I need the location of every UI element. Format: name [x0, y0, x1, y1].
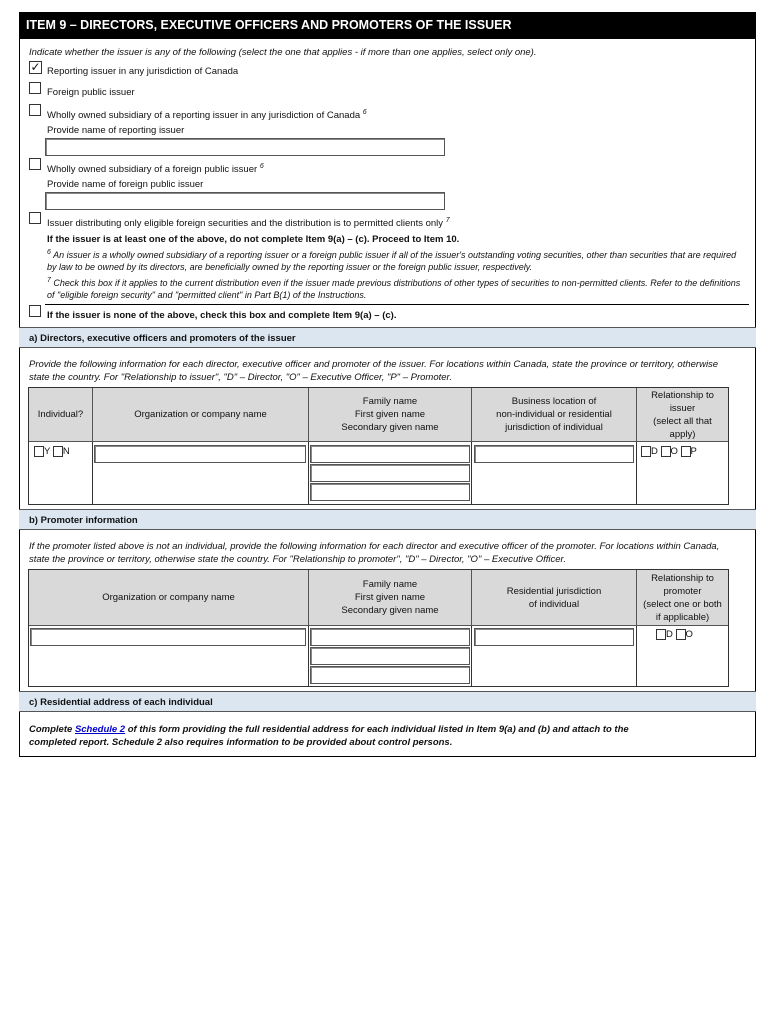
none-checkbox[interactable] — [29, 305, 41, 317]
relationship-checkboxes — [641, 446, 697, 457]
section-a-instructions: Provide the following information for each director, executive officer and promoter of the issuer. For locations within Canada, state the province or territory, otherwise state the country. For "Relationship to issuer", "D" – Director, "O" – Executive Officer, "P" – Promoter. — [29, 359, 719, 383]
option-label: Wholly owned subsidiary of a reporting issuer in any jurisdiction of Canada $^6$ — [47, 109, 367, 122]
intro-text: Indicate whether the issuer is any of the following (select the one that applies - if more than one applies, select only one). — [29, 47, 537, 58]
column-divider — [636, 626, 637, 686]
director-checkbox[interactable] — [656, 629, 666, 640]
option-label: Wholly owned subsidiary of a foreign public issuer $^6$ — [47, 163, 264, 176]
section-c-header: c) Residential address of each individual — [19, 691, 756, 712]
yes-label: Y — [44, 446, 51, 458]
option-label: Issuer distributing only eligible foreign securities and the distribution is to permitted clients only $^7$ — [47, 217, 450, 230]
column-header: Individual? — [29, 388, 93, 441]
column-header: Relationship to issuer (select all that apply) — [637, 388, 728, 441]
promoter-label: P — [690, 446, 697, 458]
column-header: Family name First given name Secondary given name — [309, 388, 472, 441]
schedule-2-link[interactable]: Schedule 2 — [74, 724, 126, 735]
column-divider — [308, 442, 309, 504]
section-b-instructions: If the promoter listed above is not an individual, provide the following information for each director and executive officer of the promoter. For locations within Canada, state the province or territory, otherwise state the country. For "Relationship to promoter", "D" – Director, "O" – Executive Officer. — [29, 541, 720, 565]
column-header: Organization or company name — [93, 388, 309, 441]
individual-no-checkbox[interactable] — [53, 446, 63, 457]
option-checkbox-subsidiary-reporting[interactable] — [29, 104, 41, 116]
family-name-input[interactable] — [310, 445, 470, 463]
foreign-issuer-name-input[interactable] — [45, 192, 445, 210]
column-divider — [471, 626, 472, 686]
secondary-given-name-input[interactable] — [310, 483, 470, 501]
individual-yes-checkbox[interactable] — [34, 446, 44, 457]
first-given-name-input[interactable] — [310, 464, 470, 482]
column-header: Residential jurisdiction of individual — [472, 570, 637, 625]
column-divider — [636, 442, 637, 504]
promoter-table — [28, 569, 729, 687]
section-c-text: Complete Schedule 2 of this form providing the full residential address for each individual listed in Item 9(a) and (b) and attach to the completed report. Schedule 2 also requires information to be provided about control persons. — [29, 724, 629, 748]
secondary-given-name-input[interactable] — [310, 666, 470, 684]
option-checkbox-eligible-foreign[interactable] — [29, 212, 41, 224]
table-header-row — [29, 388, 728, 442]
family-name-input[interactable] — [310, 628, 470, 646]
director-checkbox[interactable] — [641, 446, 651, 457]
officer-label: O — [685, 629, 693, 641]
column-header: Business location of non-individual or residential jurisdiction of individual — [472, 388, 637, 441]
organization-name-input[interactable] — [30, 628, 306, 646]
director-label: D — [666, 629, 673, 641]
reporting-issuer-name-input[interactable] — [45, 138, 445, 156]
organization-name-input[interactable] — [94, 445, 306, 463]
section-a-header: a) Directors, executive officers and promoters of the issuer — [19, 327, 756, 348]
officer-checkbox[interactable] — [676, 629, 686, 640]
table-header-row — [29, 570, 728, 626]
first-given-name-input[interactable] — [310, 647, 470, 665]
section-b-header: b) Promoter information — [19, 509, 756, 530]
none-option-label: If the issuer is none of the above, check this box and complete Item 9(a) – (c). — [47, 310, 397, 321]
directors-table — [28, 387, 729, 505]
section-title: ITEM 9 – DIRECTORS, EXECUTIVE OFFICERS AND PROMOTERS OF THE ISSUER — [19, 12, 756, 39]
officer-label: O — [670, 446, 678, 458]
option-label: Foreign public issuer — [47, 87, 135, 98]
no-label: N — [62, 446, 70, 458]
field-label: Provide name of reporting issuer — [47, 125, 185, 136]
option-checkbox-foreign[interactable] — [29, 82, 41, 94]
footnote-7: $^7$ Check this box if it applies to the current distribution even if the issuer made previous distributions of other types of securities to non-permitted clients. Refer to the definitions of "eligible foreign security" and "permitted client" in Part B(1) of the Instructions. — [47, 277, 741, 300]
option-checkbox-subsidiary-foreign[interactable] — [29, 158, 41, 170]
column-divider — [308, 626, 309, 686]
option-checkbox-reporting[interactable]: ✓ — [30, 60, 41, 74]
relationship-checkboxes — [656, 629, 693, 640]
footnote-6: $^6$ An issuer is a wholly owned subsidiary of a reporting issuer or a foreign public issuer if all of the issuer's outstanding voting securities, other than securities that are required by law to be owned by its directors, are beneficially owned by the reporting issuer or the foreign public issuer, respectively. — [47, 249, 737, 272]
director-label: D — [651, 446, 658, 458]
column-header: Relationship to promoter (select one or both if applicable) — [637, 570, 728, 625]
divider — [45, 304, 749, 305]
individual-yn — [34, 446, 70, 457]
column-divider — [92, 442, 93, 504]
field-label: Provide name of foreign public issuer — [47, 179, 204, 190]
promoter-checkbox[interactable] — [681, 446, 691, 457]
proceed-note: If the issuer is at least one of the above, do not complete Item 9(a) – (c). Proceed to Item 10. — [47, 234, 460, 245]
option-label: Reporting issuer in any jurisdiction of Canada — [47, 66, 239, 77]
officer-checkbox[interactable] — [661, 446, 671, 457]
column-divider — [471, 442, 472, 504]
residential-jurisdiction-input[interactable] — [474, 628, 634, 646]
business-location-input[interactable] — [474, 445, 634, 463]
column-header: Family name First given name Secondary given name — [309, 570, 472, 625]
column-header: Organization or company name — [29, 570, 309, 625]
